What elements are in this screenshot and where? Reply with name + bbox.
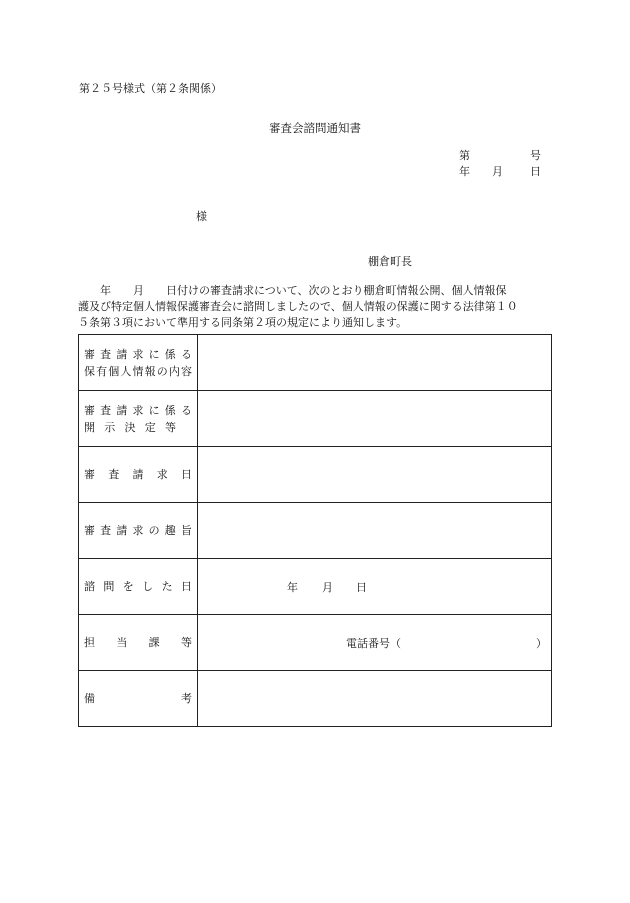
table-row [79, 447, 552, 503]
addressee-honorific: 様 [196, 210, 207, 223]
document-number-label: 第 [459, 149, 470, 162]
body-line: 年 月 日付けの審査請求について、次のとおり棚倉町情報公開、個人情報保 [78, 284, 507, 297]
inquiry-date-month: 月 [322, 581, 333, 594]
row-value-held-info[interactable] [198, 335, 552, 391]
row-label [79, 335, 198, 391]
document-number-suffix: 号 [530, 149, 541, 162]
table-row [79, 671, 552, 727]
row-label [79, 503, 198, 559]
row-value-remarks[interactable] [198, 671, 552, 727]
row-value-request-purpose[interactable] [198, 503, 552, 559]
info-table [78, 334, 552, 727]
document-title: 審査会諮問通知書 [269, 121, 361, 135]
body-line: ５条第３項において準用する同条第２項の規定により通知します。 [78, 316, 408, 329]
row-label [79, 447, 198, 503]
label-line: 諮 問 を し た 日 [84, 580, 192, 593]
body-line: 護及び特定個人情報保護審査会に諮問しましたので、個人情報の保護に関する法律第１０ [78, 300, 518, 313]
row-label [79, 391, 198, 447]
phone-number-close: ） [536, 637, 547, 650]
label-line: 開 示 決 定 等 [84, 420, 176, 434]
table-row [79, 335, 552, 391]
label-line: 審 査 請 求 の 趣 旨 [84, 524, 192, 537]
row-label [79, 615, 198, 671]
phone-number-label: 電話番号（ [346, 637, 401, 650]
form-number: 第２５号様式（第２条関係） [79, 82, 222, 95]
table-row [79, 615, 552, 671]
date-year-label: 年 [459, 165, 470, 178]
body-text [78, 283, 552, 331]
row-value-disclosure-decision[interactable] [198, 391, 552, 447]
row-value-inquiry-date[interactable] [198, 559, 552, 615]
row-value-department[interactable] [198, 615, 552, 671]
label-line: 審 査 請 求 に 係 る [84, 347, 192, 361]
date-day-label: 日 [530, 165, 541, 178]
label-line: 担 当 課 等 [84, 636, 192, 649]
inquiry-date-day: 日 [356, 581, 367, 594]
table-row [79, 503, 552, 559]
sender-name: 棚倉町長 [368, 255, 412, 268]
label-line: 審 査 請 求 に 係 る [84, 403, 192, 417]
label-line: 審 査 請 求 日 [84, 468, 192, 481]
row-value-request-date[interactable] [198, 447, 552, 503]
label-line: 保 有 個 人 情 報 の 内 容 [84, 364, 192, 378]
table-row [79, 391, 552, 447]
date-month-label: 月 [492, 165, 503, 178]
label-line: 備 考 [84, 692, 192, 705]
row-label [79, 559, 198, 615]
table-row [79, 559, 552, 615]
row-label [79, 671, 198, 727]
inquiry-date-year: 年 [287, 581, 298, 594]
